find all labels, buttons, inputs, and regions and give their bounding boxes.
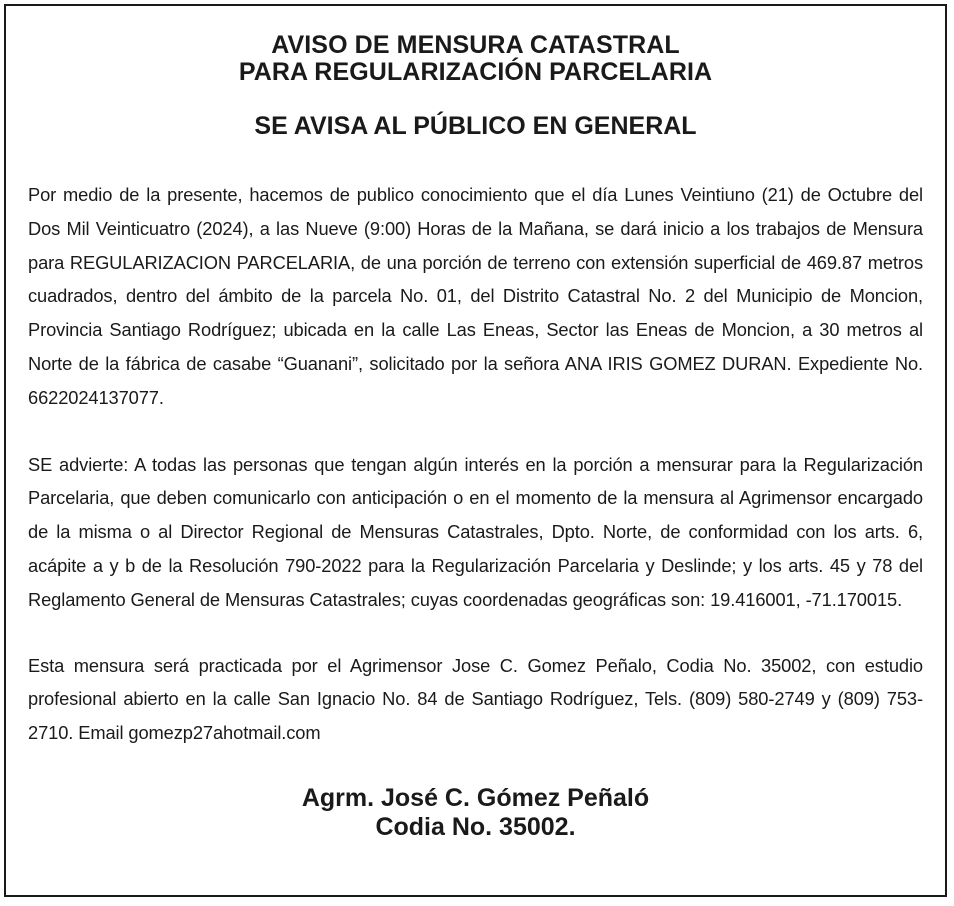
paragraph-survey-announcement: Por medio de la presente, hacemos de publico conocimiento que el día Lunes Veintiuno (21) de Octubre del Dos Mil Veinticuatro (2024), a las Nueve (9:00) Horas de la Mañana, se dará inicio a los trabajos de Mensura para REGULARIZACION PARCELARIA, de una porción de terreno con extensión superficial de 469.87 metros cuadrados, dentro del ámbito de la parcela No. 01, del Distrito Catastral No. 2 del Municipio de Moncion, Provincia Santiago Rodríguez; ubicada en la calle Las Eneas, Sector las Eneas de Moncion, a 30 metros al Norte de la fábrica de casabe “Guanani”, solicitado por la señora ANA IRIS GOMEZ DURAN. Expediente No. 6622024137077. — [28, 184, 923, 408]
paragraph-warning: SE advierte: A todas las personas que tengan algún interés en la porción a mensurar para la Regularización Parcelaria, que deben comunicarlo con anticipación o en el momento de la mensura al Agrimensor encargado de la misma o al Director Regional de Mensuras Catastrales, Dpto. Norte, de conformidad con los arts. 6, acápite a y b de la Resolución 790-2022 para la Regularización Parcelaria y Deslinde; y los arts. 45 y 78 del Reglamento General de Mensuras Catastrales; cuyas coordenadas geográficas son: 19.416001, -71.170015. — [28, 453, 923, 610]
title-line-1: AVISO DE MENSURA CATASTRAL — [271, 31, 680, 59]
signature-name: Agrm. José C. Gómez Peñaló — [301, 783, 650, 812]
notice-box — [4, 4, 947, 897]
signature-codia: Codia No. 35002. — [375, 812, 576, 841]
title-line-2: PARA REGULARIZACIÓN PARCELARIA — [238, 58, 713, 86]
notice-title — [28, 32, 923, 86]
signature-block — [28, 784, 923, 842]
notice-subtitle: SE AVISA AL PÚBLICO EN GENERAL — [254, 112, 697, 140]
paragraph-surveyor-contact: Esta mensura será practicada por el Agrimensor Jose C. Gomez Peñalo, Codia No. 35002, con estudio profesional abierto en la calle San Ignacio No. 84 de Santiago Rodríguez, Tels. (809) 580-2749 y (809) 753-2710. Email gomezp27ahotmail.com — [28, 654, 923, 744]
